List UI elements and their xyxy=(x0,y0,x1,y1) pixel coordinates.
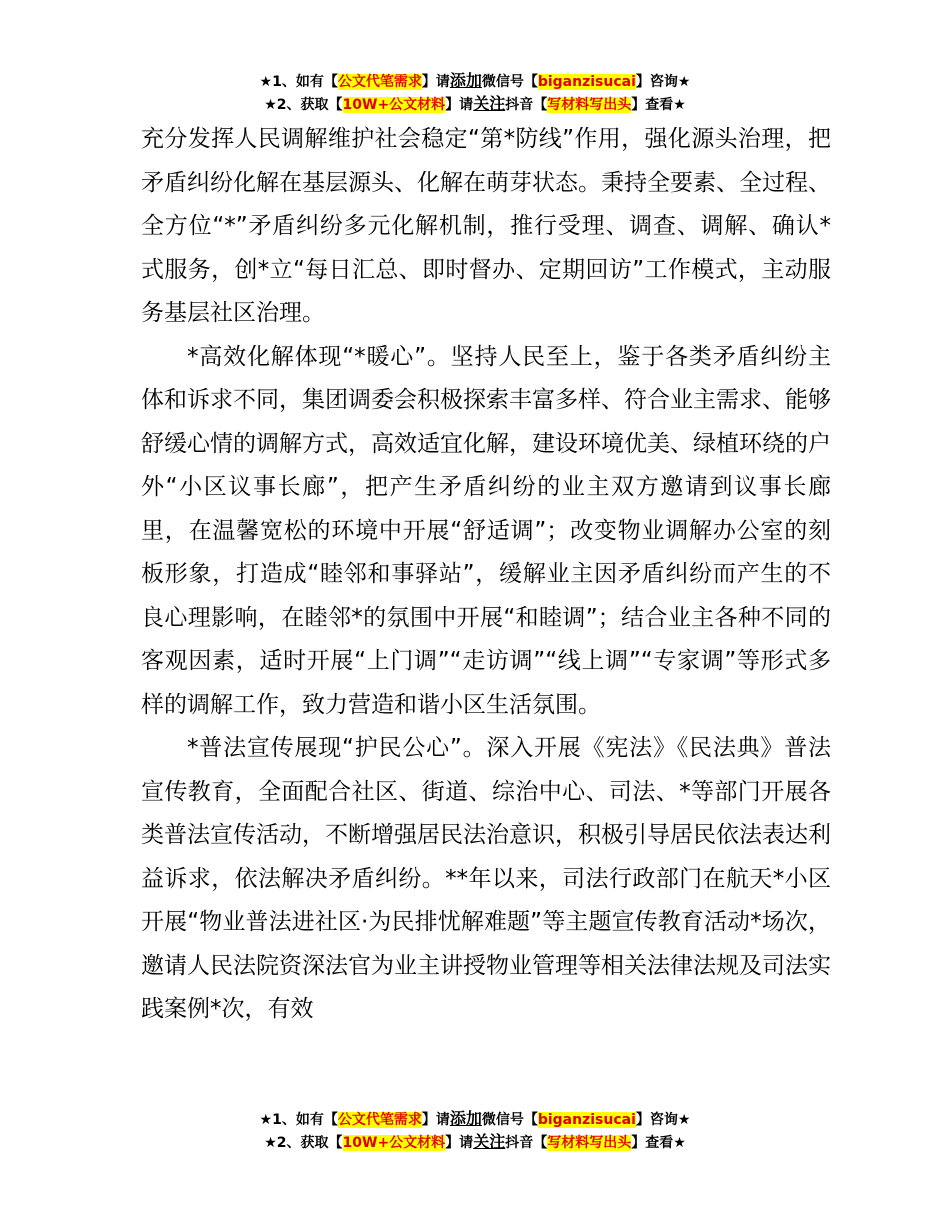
banner-line-2 xyxy=(0,1131,950,1154)
banner-line-2 xyxy=(0,93,950,116)
banner-text: 微信号【 xyxy=(481,1112,538,1128)
banner-highlight: 公文代笔需求 xyxy=(337,1112,422,1128)
banner-highlight: biganzisucai xyxy=(537,74,636,90)
banner-underlined: 添加 xyxy=(449,1109,482,1128)
banner-text: ★1、如有【 xyxy=(259,74,338,90)
banner-text: 】咨询★ xyxy=(635,1112,691,1128)
banner-highlight: biganzisucai xyxy=(537,1112,636,1128)
banner-text: 】咨询★ xyxy=(635,74,691,90)
header-banner xyxy=(0,70,950,116)
banner-text: 抖音【 xyxy=(505,97,548,113)
paragraph: *普法宣传展现“护民公心”。深入开展《宪法》《民法典》普法宣传教育，全面配合社区、街道、综治中心、司法、*等部门开展各类普法宣传活动，不断增强居民法治意识，积极引导居民依法表达利益诉求，依法解决矛盾纠纷。**年以来，司法行政部门在航天*小区开展“物业普法进社区·为民排忧解难题”等主题宣传教育活动*场次，邀请人民法院资深法官为业主讲授物业管理等相关法律法规及司法实践案例*次，有效 xyxy=(141,735,831,1022)
banner-highlight: 公文代笔需求 xyxy=(337,74,422,90)
banner-text: 】请 xyxy=(445,97,474,113)
banner-text: ★2、获取【 xyxy=(264,1135,343,1151)
banner-text: 微信号【 xyxy=(481,74,538,90)
banner-text: 】查看★ xyxy=(631,97,686,113)
banner-underlined: 添加 xyxy=(449,71,482,90)
banner-line-1 xyxy=(0,70,950,93)
banner-text: 】请 xyxy=(421,1112,450,1128)
banner-highlight: 写材料写出头 xyxy=(547,97,632,113)
banner-text: ★2、获取【 xyxy=(264,97,343,113)
banner-highlight: 10W+公文材料 xyxy=(342,97,446,113)
paragraph: 充分发挥人民调解维护社会稳定“第*防线”作用，强化源头治理，把矛盾纠纷化解在基层源头、化解在萌芽状态。秉持全要素、全过程、全方位“*”矛盾纠纷多元化解机制，推行受理、调查、调解、确认*式服务，创*立“每日汇总、即时督办、定期回访”工作模式，主动服务基层社区治理。 xyxy=(141,126,831,326)
banner-text: 】请 xyxy=(445,1135,474,1151)
banner-underlined: 关注 xyxy=(473,1132,506,1151)
banner-text: 抖音【 xyxy=(505,1135,548,1151)
document-body xyxy=(141,118,831,1032)
banner-highlight: 10W+公文材料 xyxy=(342,1135,446,1151)
banner-text: 】请 xyxy=(421,74,450,90)
banner-highlight: 写材料写出头 xyxy=(547,1135,632,1151)
footer-banner xyxy=(0,1108,950,1154)
banner-text: ★1、如有【 xyxy=(259,1112,338,1128)
banner-line-1 xyxy=(0,1108,950,1131)
banner-underlined: 关注 xyxy=(473,94,506,113)
banner-text: 】查看★ xyxy=(631,1135,686,1151)
paragraph: *高效化解体现“*暖心”。坚持人民至上，鉴于各类矛盾纠纷主体和诉求不同，集团调委会积极探索丰富多样、符合业主需求、能够舒缓心情的调解方式，高效适宜化解，建设环境优美、绿植环绕的户外“小区议事长廊”，把产生矛盾纠纷的业主双方邀请到议事长廊里，在温馨宽松的环境中开展“舒适调”；改变物业调解办公室的刻板形象，打造成“睦邻和事驿站”，缓解业主因矛盾纠纷而产生的不良心理影响，在睦邻*的氛围中开展“和睦调”；结合业主各种不同的客观因素，适时开展“上门调”“走访调”“线上调”“专家调”等形式多样的调解工作，致力营造和谐小区生活氛围。 xyxy=(141,343,831,718)
